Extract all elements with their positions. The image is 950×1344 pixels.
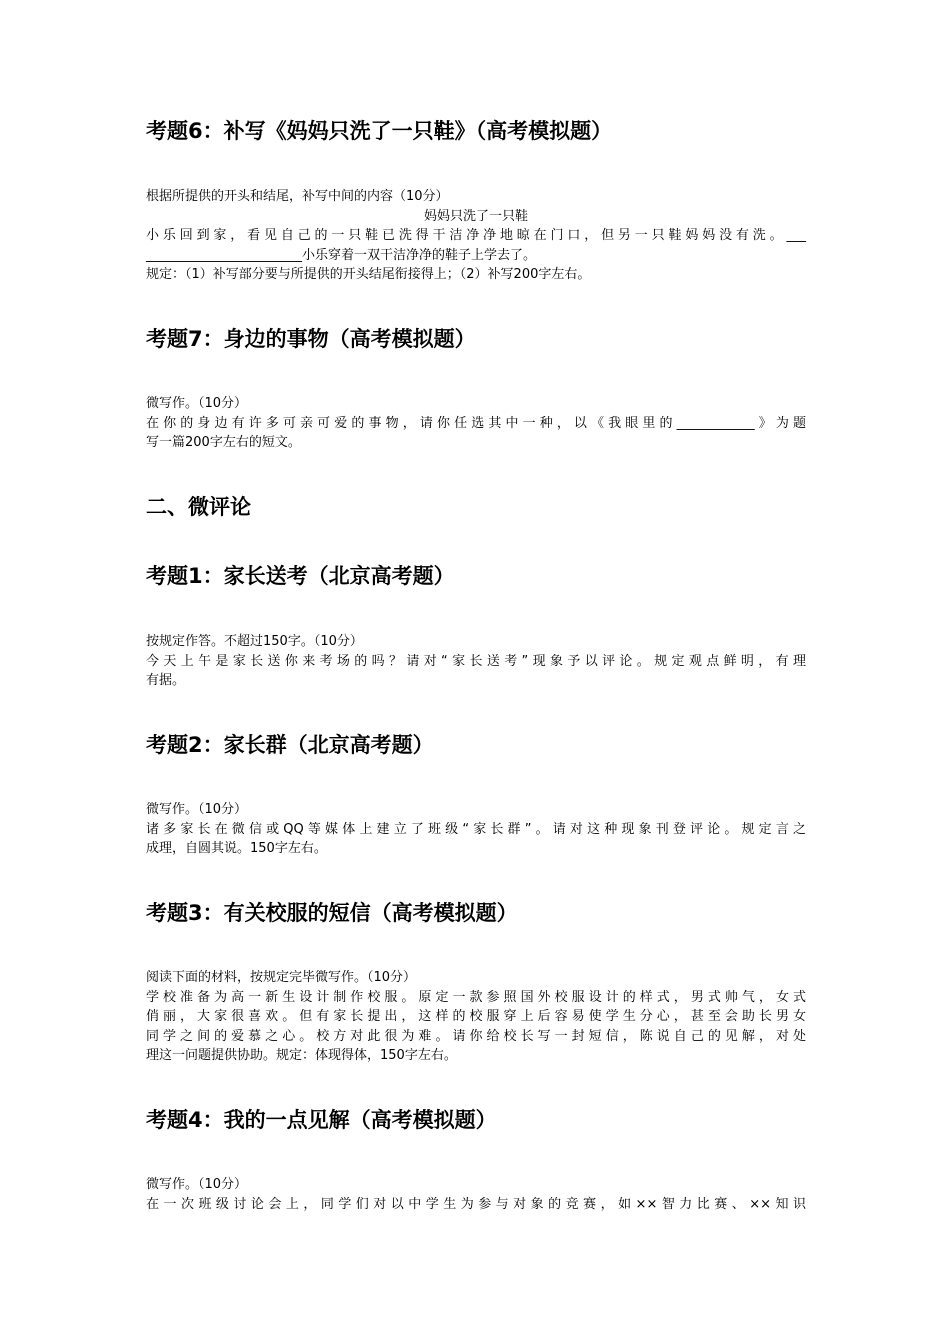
- topic3-heading: 考题3：有关校服的短信（高考模拟题）: [146, 901, 518, 925]
- topic1-body: [146, 632, 806, 691]
- topic3-body-line1: 学校准备为高一新生设计制作校服。原定一款参照国外校服设计的样式，男式帅气，女式: [146, 989, 806, 1005]
- topic4-instruction: 微写作。（10分）: [146, 1177, 248, 1192]
- topic2-body-line1: 诸多家长在微信或QQ等媒体上建立了班级“家长群”。请对这种现象刊登评论。规定言之: [146, 821, 806, 837]
- topic3-body-line2: 俏丽，大家很喜欢。但有家长提出，这样的校服穿上后容易使学生分心，甚至会助长男女: [146, 1009, 806, 1024]
- topic3-body-line4: 理这一问题提供协助。规定：体现得体，150字左右。: [146, 1048, 457, 1063]
- section2-heading: 二、微评论: [146, 495, 251, 519]
- topic6-instruction: 根据所提供的开头和结尾，补写中间的内容（10分）: [146, 189, 449, 204]
- topic1-instruction: 按规定作答。不超过150字。（10分）: [146, 634, 363, 649]
- topic7-heading: 考题7：身边的事物（高考模拟题）: [146, 327, 476, 351]
- topic3-body-line3: 同学之间的爱慕之心。校方对此很为难。请你给校长写一封短信，陈说自己的见解，对处: [146, 1028, 806, 1044]
- topic1-heading: 考题1：家长送考（北京高考题）: [146, 564, 455, 588]
- topic1-body-line1: 今天上午是家长送你来考场的吗？请对“家长送考”现象予以评论。规定观点鲜明，有理: [146, 653, 806, 669]
- topic2-body-line2: 成理，自圆其说。150字左右。: [146, 841, 327, 856]
- topic7-body-line1: 在你的身边有许多可亲可爱的事物，请你任选其中一种，以《我眼里的____________》为题: [146, 415, 806, 431]
- topic6-story-line2: ________________________小乐穿着一双干洁净净的鞋子上学去了。: [146, 247, 537, 263]
- topic2-instruction: 微写作。（10分）: [146, 802, 248, 817]
- topic6-body: [146, 187, 806, 285]
- topic6-heading: 考题6：补写《妈妈只洗了一只鞋》（高考模拟题）: [146, 119, 613, 143]
- topic2-body: [146, 800, 806, 859]
- topic1-body-line2: 有据。: [146, 673, 186, 688]
- topic2-heading: 考题2：家长群（北京高考题）: [146, 733, 434, 757]
- topic7-instruction: 微写作。（10分）: [146, 396, 248, 411]
- topic4-heading: 考题4：我的一点见解（高考模拟题）: [146, 1108, 497, 1132]
- topic4-body: [146, 1175, 806, 1214]
- topic7-body: [146, 394, 806, 453]
- topic7-body-line2: 写一篇200字左右的短文。: [146, 435, 301, 450]
- topic4-body-line1: 在一次班级讨论会上，同学们对以中学生为参与对象的竞赛，如××智力比赛、××知识: [146, 1196, 806, 1212]
- topic6-requirement: 规定：（1）补写部分要与所提供的开头结尾衔接得上；（2）补写200字左右。: [146, 267, 591, 282]
- topic6-story-line1: 小乐回到家，看见自己的一只鞋已洗得干洁净净地晾在门口，但另一只鞋妈妈没有洗。___: [146, 228, 806, 243]
- topic3-body: [146, 968, 806, 1066]
- topic3-instruction: 阅读下面的材料，按规定完毕微写作。（10分）: [146, 970, 417, 985]
- topic6-story-title: 妈妈只洗了一只鞋: [423, 208, 528, 224]
